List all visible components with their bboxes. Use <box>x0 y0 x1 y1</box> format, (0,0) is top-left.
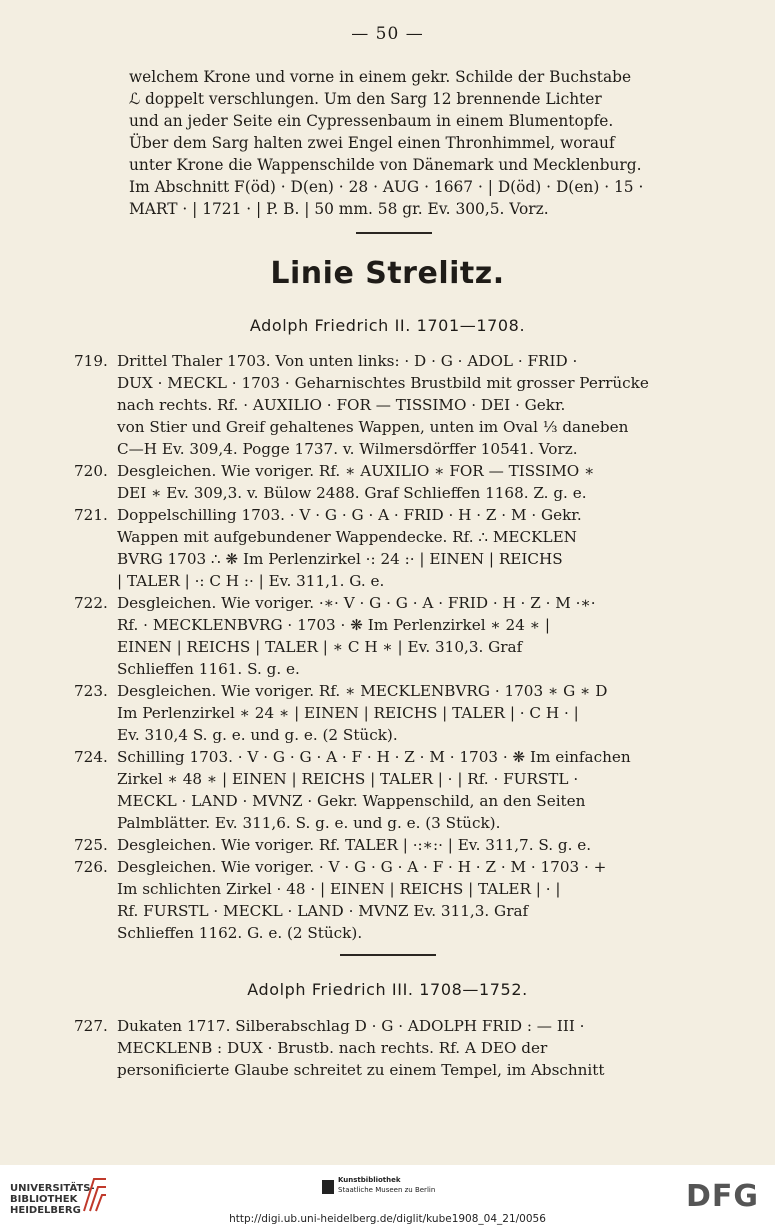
entry-number: 727. <box>74 1017 108 1035</box>
logo-text: UNIVERSITÄTS- <box>10 1183 95 1194</box>
dfg-logo[interactable]: DFG <box>686 1179 760 1214</box>
intro-line: MART · | 1721 · | P. B. | 50 mm. 58 gr. Ev. 300,5. Vorz. <box>129 200 549 218</box>
intro-line: Im Abschnitt F(öd) · D(en) · 28 · AUG · 1667 · | D(öd) · D(en) · 15 · <box>129 178 644 196</box>
entry-line: BVRG 1703 ∴ ❋ Im Perlenzirkel ·: 24 :· | EINEN | REICHS <box>117 550 563 569</box>
entry-line: Desgleichen. Wie voriger. Rf. ∗ MECKLENBVRG · 1703 ∗ G ∗ D <box>117 682 608 700</box>
entry-number: 724. <box>74 748 108 766</box>
entry-line: MECKLENB : DUX · Brustb. nach rechts. Rf. A DEO der <box>117 1039 548 1058</box>
entry-line: Rf. FURSTL · MECKL · LAND · MVNZ Ev. 311,3. Graf <box>117 902 529 921</box>
entry-line: Desgleichen. Wie voriger. Rf. ∗ AUXILIO ∗ FOR — TISSIMO ∗ <box>117 462 595 480</box>
ruler-heading: Adolph Friedrich III. 1708—1752. <box>247 980 528 999</box>
entry-line: nach rechts. Rf. · AUXILIO · FOR — TISSIMO · DEI · Gekr. <box>117 396 566 415</box>
entry-line: EINEN | REICHS | TALER | ∗ C H ∗ | Ev. 310,3. Graf <box>117 638 523 657</box>
logo-text: Staatliche Museen zu Berlin <box>338 1186 436 1194</box>
entry-number: 725. <box>74 836 108 854</box>
divider-rule <box>340 954 436 956</box>
library-emblem-icon <box>80 1175 110 1215</box>
entry-line: Drittel Thaler 1703. Von unten links: · D · G · ADOL · FRID · <box>117 352 578 370</box>
entry-number: 723. <box>74 682 108 700</box>
intro-line: welchem Krone und vorne in einem gekr. Schilde der Buchstabe <box>129 68 632 86</box>
logo-text: BIBLIOTHEK <box>10 1194 78 1205</box>
intro-paragraph <box>129 66 699 220</box>
entry-line: MECKL · LAND · MVNZ · Gekr. Wappenschild, an den Seiten <box>117 792 586 811</box>
entry-line: Wappen mit aufgebundener Wappendecke. Rf. ∴ MECKLEN <box>117 528 577 547</box>
entry-line: Im Perlenzirkel ∗ 24 ∗ | EINEN | REICHS | TALER | · C H · | <box>117 704 579 723</box>
entry-line: Ev. 310,4 S. g. e. und g. e. (2 Stück). <box>117 726 398 745</box>
entry-line: Dukaten 1717. Silberabschlag D · G · ADOLPH FRID : — III · <box>117 1017 585 1035</box>
divider-rule <box>356 232 432 234</box>
entry-line: von Stier und Greif gehaltenes Wappen, unten im Oval ⅓ daneben <box>117 418 629 437</box>
entry-line: Desgleichen. Wie voriger. ·∗· V · G · G · A · FRID · H · Z · M ·∗· <box>117 594 596 612</box>
entry-line: Schlieffen 1162. G. e. (2 Stück). <box>117 924 363 943</box>
entry-line: Palmblätter. Ev. 311,6. S. g. e. und g. e. (3 Stück). <box>117 814 501 833</box>
entry-line: Desgleichen. Wie voriger. Rf. TALER | ·:∗:· | Ev. 311,7. S. g. e. <box>117 836 592 854</box>
viewer-footer <box>0 1165 775 1228</box>
page-number: — 50 — <box>351 24 424 44</box>
entry-line: Schlieffen 1161. S. g. e. <box>117 660 300 679</box>
logo-text: Kunstbibliothek <box>338 1176 401 1184</box>
entry-line: Doppelschilling 1703. · V · G · G · A · FRID · H · Z · M · Gekr. <box>117 506 582 524</box>
entry-line: DEI ∗ Ev. 309,3. v. Bülow 2488. Graf Schlieffen 1168. Z. g. e. <box>117 484 587 503</box>
logo-text: HEIDELBERG <box>10 1205 81 1216</box>
kunstbibliothek-logo[interactable] <box>338 1175 435 1195</box>
entry-line: | TALER | ·: C H :· | Ev. 311,1. G. e. <box>117 572 385 591</box>
entry-line: Im schlichten Zirkel · 48 · | EINEN | REICHS | TALER | · | <box>117 880 561 899</box>
ruler-heading: Adolph Friedrich II. 1701—1708. <box>249 316 526 335</box>
entry-line: Rf. · MECKLENBVRG · 1703 · ❋ Im Perlenzirkel ∗ 24 ∗ | <box>117 616 550 635</box>
intro-line: unter Krone die Wappenschilde von Dänemark und Mecklenburg. <box>129 156 642 174</box>
entry-number: 719. <box>74 352 108 370</box>
entry-number: 720. <box>74 462 108 480</box>
kunstbibliothek-icon <box>322 1180 334 1194</box>
entry-line: Desgleichen. Wie voriger. · V · G · G · A · F · H · Z · M · 1703 · + <box>117 858 607 876</box>
section-title: Linie Strelitz. <box>270 256 505 291</box>
entry-number: 722. <box>74 594 108 612</box>
entry-number: 721. <box>74 506 108 524</box>
permalink-url[interactable]: http://digi.ub.uni-heidelberg.de/diglit/kube1908_04_21/0056 <box>229 1213 546 1225</box>
entry-number: 726. <box>74 858 108 876</box>
intro-line: Über dem Sarg halten zwei Engel einen Thronhimmel, worauf <box>129 134 615 152</box>
entry-line: Zirkel ∗ 48 ∗ | EINEN | REICHS | TALER | · | Rf. · FURSTL · <box>117 770 579 789</box>
entry-line: C—H Ev. 309,4. Pogge 1737. v. Wilmersdörffer 10541. Vorz. <box>117 440 578 459</box>
entry-line: personificierte Glaube schreitet zu einem Tempel, im Abschnitt <box>117 1061 605 1080</box>
entry-line: DUX · MECKL · 1703 · Geharnischtes Brustbild mit grosser Perrücke <box>117 374 649 393</box>
intro-line: und an jeder Seite ein Cypressenbaum in einem Blumentopfe. <box>129 112 614 130</box>
entry-line: Schilling 1703. · V · G · G · A · F · H · Z · M · 1703 · ❋ Im einfachen <box>117 748 631 766</box>
intro-line: ℒ doppelt verschlungen. Um den Sarg 12 brennende Lichter <box>129 90 602 108</box>
